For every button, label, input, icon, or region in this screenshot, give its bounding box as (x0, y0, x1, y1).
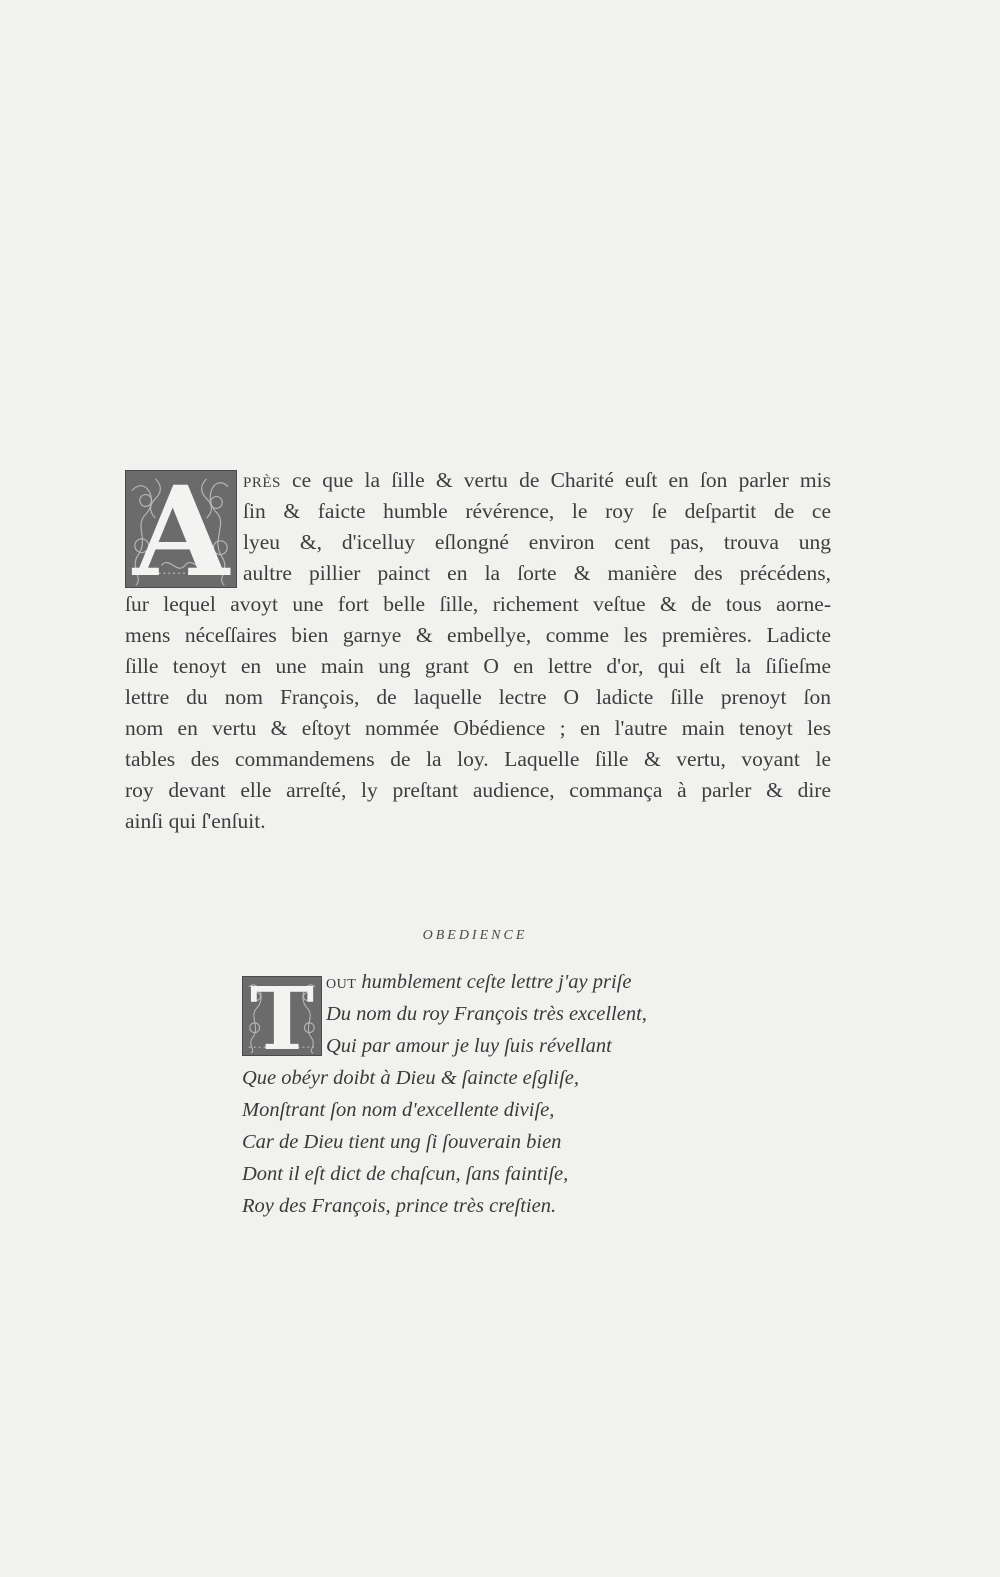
poem-line: Qui par amour je luy ſuis révellant (326, 1035, 612, 1057)
prose-line: roy devant elle arreſté, ly preſtant audience, commança à parler & dire (125, 778, 831, 802)
prose-line: tables des commandemens de la loy. Laquelle ſille & vertu, voyant le (125, 747, 831, 771)
prose-line: nom en vertu & eſtoyt nommée Obédience ; en l'autre main tenoyt les (125, 716, 831, 740)
ornamental-initial-t (242, 976, 322, 1056)
poem-line: Dont il eſt dict de chaſcun, ſans faintiſe, (242, 1163, 569, 1185)
poem-line: Car de Dieu tient ung ſi ſouverain bien (242, 1131, 562, 1153)
prose-line: lyeu &, d'icelluy eſlongné environ cent pas, trouva ung (243, 530, 831, 554)
poem-line: OUT humblement ceſte lettre j'ay priſe (326, 971, 632, 993)
prose-line: ſin & faicte humble révérence, le roy ſe deſpartit de ce (243, 499, 831, 523)
poem-line: Du nom du roy François très excellent, (326, 1003, 647, 1025)
ornamental-initial-a (125, 470, 237, 588)
prose-line: ainſi qui ſ'enſuit. (125, 809, 266, 833)
prose-line: mens néceſſaires bien garnye & embellye, comme les premières. Ladicte (125, 623, 831, 647)
initial-letter-a: A (132, 470, 230, 588)
prose-line: PRÈS ce que la ſille & vertu de Charité euſt en ſon parler mis (243, 468, 831, 492)
poem-line: Roy des François, prince très creſtien. (242, 1195, 557, 1217)
prose-line: lettre du nom François, de laquelle lectre O ladicte ſille prenoyt ſon (125, 685, 831, 709)
poem-line: Que obéyr doibt à Dieu & ſaincte eſgliſe, (242, 1067, 580, 1089)
initial-letter-t: T (250, 976, 314, 1056)
poem-line: Monſtrant ſon nom d'excellente diviſe, (242, 1099, 555, 1121)
poem-title: OBEDIENCE (422, 928, 528, 943)
prose-line: aultre pillier painct en la ſorte & manière des précédens, (243, 561, 831, 585)
prose-line: ſille tenoyt en une main ung grant O en lettre d'or, qui eſt la ſiſieſme (125, 654, 831, 678)
prose-line: ſur lequel avoyt une fort belle ſille, richement veſtue & de tous aorne- (125, 592, 831, 616)
